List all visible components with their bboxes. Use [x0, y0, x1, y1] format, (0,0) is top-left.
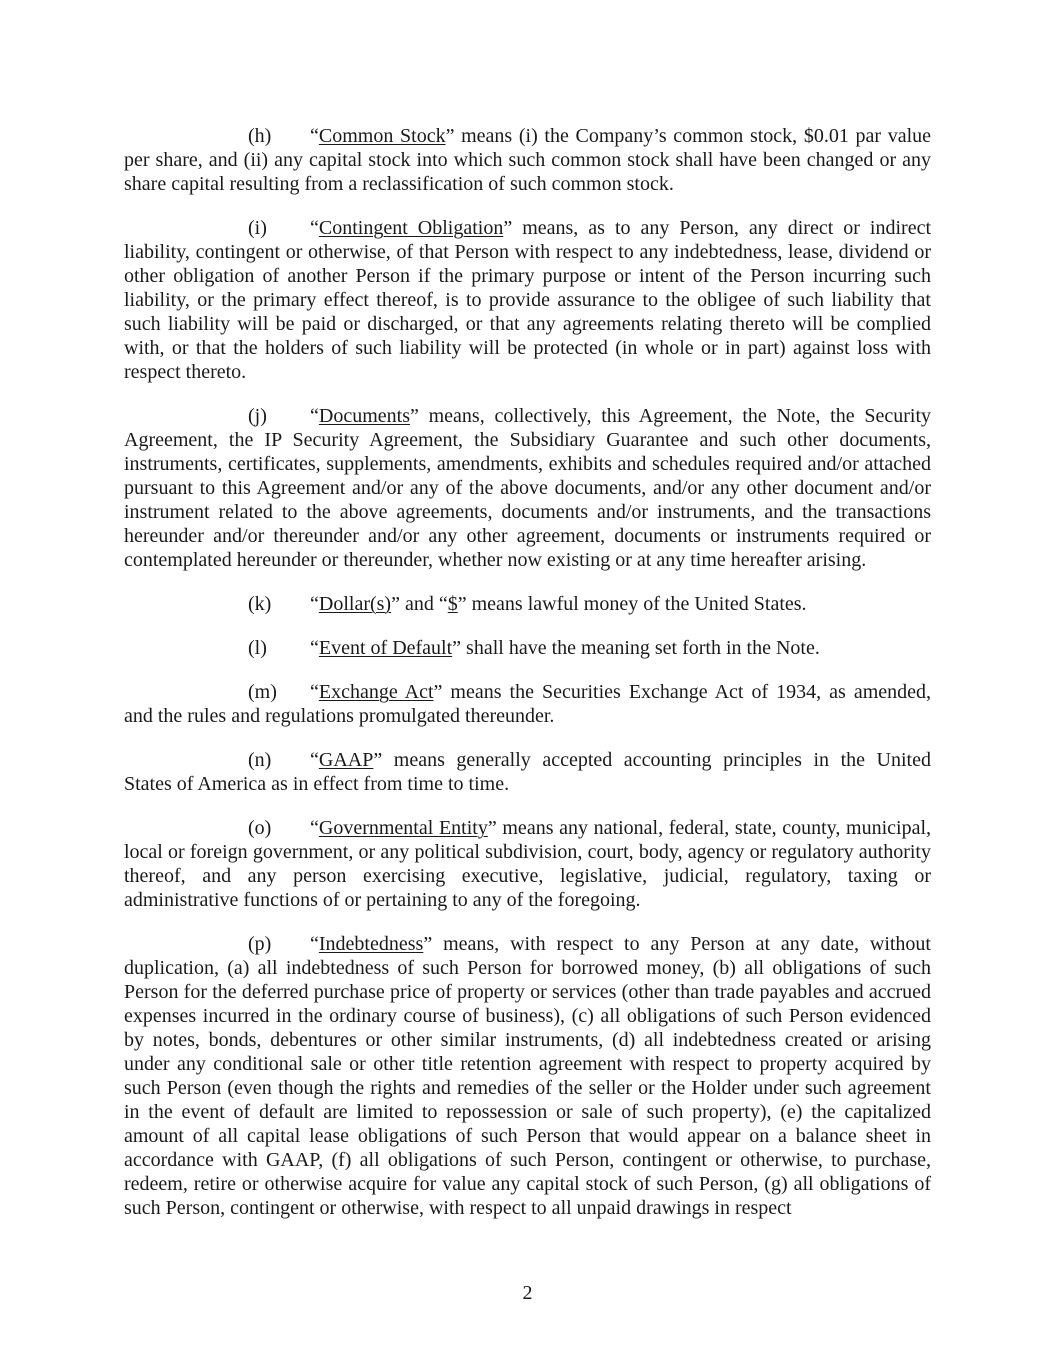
definition-body: ” means, collectively, this Agreement, the Note, the Security Agreement, the IP Security Agreement, the Subsidiary Guarantee and such other documents, instruments, certificates, supplements, amendments, exhibits and schedules required and/or attached pursuant to this Agreement and/or any of the above documents, and/or any other document and/or instrument related to the above agreements, documents and/or instruments, and the transactions hereunder and/or thereunder and/or any other agreement, documents or instruments required or contemplated hereunder or thereunder, whether now existing or at any time hereafter arising. [124, 405, 931, 571]
definition-gaap [124, 748, 931, 796]
definition-body: ” shall have the meaning set forth in the Note. [452, 637, 820, 659]
definition-body: ” means generally accepted accounting principles in the United States of America as in effect from time to time. [124, 749, 931, 795]
defined-term: Common Stock [318, 125, 446, 147]
defined-term: Indebtedness [318, 933, 424, 955]
definition-contingent-obligation [124, 216, 931, 384]
open-quote: “ [310, 593, 319, 615]
definition-label: (k) [248, 593, 272, 615]
defined-term: Exchange Act [318, 681, 434, 703]
definition-body: ” means, with respect to any Person at any date, without duplication, (a) all indebtedness of such Person for borrowed money, (b) all obligations of such Person for the deferred purchase price of property or services (other than trade payables and accrued expenses incurred in the ordinary course of business), (c) all obligations of such Person evidenced by notes, bonds, debentures or other similar instruments, (d) all indebtedness created or arising under any conditional sale or other title retention agreement with respect to property acquired by such Person (even though the rights and remedies of the seller or the Holder under such agreement in the event of default are limited to repossession or sale of such property), (e) the capitalized amount of all capital lease obligations of such Person that would appear on a balance sheet in accordance with GAAP, (f) all obligations of such Person, contingent or otherwise, to purchase, redeem, retire or otherwise acquire for value any capital stock of such Person, (g) all obligations of such Person, contingent or otherwise, with respect to all unpaid drawings in respect [124, 933, 931, 1219]
definition-body: ” means, as to any Person, any direct or indirect liability, contingent or otherwise, of that Person with respect to any indebtedness, lease, dividend or other obligation of another Person if the primary purpose or intent of the Person incurring such liability, or the primary effect thereof, is to provide assurance to the obligee of such liability that such liability will be paid or discharged, or that any agreements relating thereto will be complied with, or that the holders of such liability will be protected (in whole or in part) against loss with respect thereto. [124, 217, 931, 383]
definition-label: (i) [248, 217, 267, 239]
definitions-section [124, 124, 931, 1240]
definition-dollars [124, 592, 931, 616]
term-connector: ” and “ [391, 593, 448, 615]
defined-term: GAAP [318, 749, 374, 771]
defined-term: Documents [318, 405, 410, 427]
definition-label: (l) [248, 637, 267, 659]
open-quote: “ [310, 125, 319, 147]
page-number: 2 [522, 1282, 533, 1304]
definition-body: ” means lawful money of the United States. [457, 593, 807, 615]
definition-governmental-entity [124, 816, 931, 912]
open-quote: “ [310, 681, 319, 703]
definition-exchange-act [124, 680, 931, 728]
definition-label: (h) [248, 125, 272, 147]
open-quote: “ [310, 637, 319, 659]
defined-term: Event of Default [318, 637, 453, 659]
definition-event-of-default [124, 636, 931, 660]
defined-term: Contingent Obligation [318, 217, 504, 239]
definition-label: (p) [248, 933, 272, 955]
defined-term: Dollar(s) [318, 593, 392, 615]
definition-body: ” means (i) the Company’s common stock, $0.01 par value per share, and (ii) any capital stock into which such common stock shall have been changed or any share capital resulting from a reclassification of such common stock. [124, 125, 932, 195]
definition-body: ” means any national, federal, state, county, municipal, local or foreign government, or any political subdivision, court, body, agency or regulatory authority thereof, and any person exercising executive, legislative, judicial, regulatory, taxing or administrative functions of or pertaining to any of the foregoing. [124, 817, 931, 911]
open-quote: “ [310, 405, 319, 427]
definition-label: (j) [248, 405, 267, 427]
open-quote: “ [310, 749, 319, 771]
definition-body: ” means the Securities Exchange Act of 1934, as amended, and the rules and regulations promulgated thereunder. [124, 681, 932, 727]
open-quote: “ [310, 217, 319, 239]
open-quote: “ [310, 933, 319, 955]
open-quote: “ [310, 817, 319, 839]
definition-label: (n) [248, 749, 272, 771]
definition-documents [124, 404, 931, 572]
defined-term-dollar-sign: $ [447, 593, 458, 615]
definition-label: (m) [248, 681, 277, 703]
definition-common-stock [124, 124, 931, 196]
definition-indebtedness [124, 932, 931, 1220]
definition-label: (o) [248, 817, 272, 839]
defined-term: Governmental Entity [318, 817, 488, 839]
